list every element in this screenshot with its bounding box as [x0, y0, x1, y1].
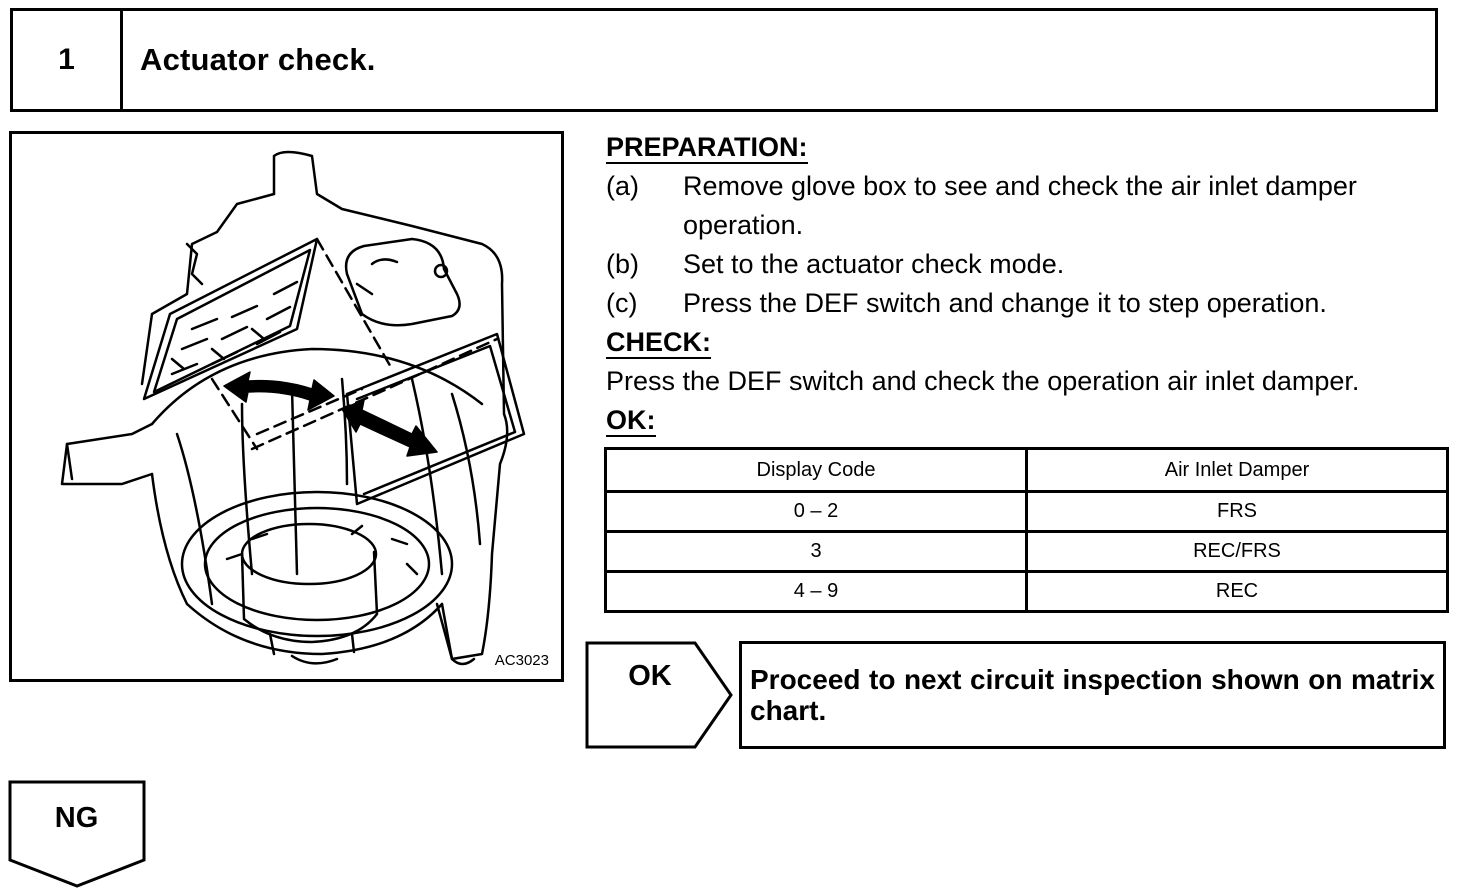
check-heading: CHECK: [606, 327, 711, 357]
ok-result-box [739, 641, 1446, 749]
ng-arrow-icon [8, 780, 148, 890]
table-cell: FRS [1027, 492, 1448, 532]
table-row [606, 572, 1448, 612]
figure-code: AC3023 [494, 652, 549, 669]
ok-label: OK [628, 660, 672, 692]
check-text: Press the DEF switch and check the operation air inlet damper. [606, 366, 1360, 396]
step-number: 1 [13, 11, 123, 109]
step-header [10, 8, 1438, 112]
step-title: Actuator check. [140, 42, 376, 77]
table-cell: REC/FRS [1027, 532, 1448, 572]
ok-result-text: Proceed to next circuit inspection shown on matrix chart. [750, 664, 1435, 726]
prep-item-text: Remove glove box to see and check the air inlet damper [683, 171, 1357, 201]
table-cell: 3 [606, 532, 1027, 572]
prep-item-text: Press the DEF switch and change it to step operation. [683, 288, 1327, 318]
table-row [606, 492, 1448, 532]
ok-heading: OK: [606, 405, 656, 435]
air-inlet-damper-illustration-icon [12, 134, 561, 679]
prep-item-a [606, 167, 1456, 206]
procedure [606, 128, 1456, 440]
prep-item-label: (b) [606, 249, 639, 279]
result-table [604, 447, 1449, 613]
ng-label: NG [54, 802, 99, 834]
prep-item-label: (c) [606, 288, 638, 318]
prep-item-c [606, 284, 1456, 323]
prep-item-label: (a) [606, 171, 639, 201]
table-header-row [606, 449, 1448, 492]
table-cell: 0 – 2 [606, 492, 1027, 532]
preparation-heading: PREPARATION: [606, 132, 808, 162]
table-row [606, 532, 1448, 572]
column-header: Display Code [606, 449, 1027, 492]
prep-item-text: operation. [683, 210, 804, 240]
table-cell: 4 – 9 [606, 572, 1027, 612]
illustration-frame [9, 131, 564, 682]
table-cell: REC [1027, 572, 1448, 612]
column-header: Air Inlet Damper [1027, 449, 1448, 492]
prep-item-text: Set to the actuator check mode. [683, 249, 1065, 279]
ok-arrow-icon [585, 641, 735, 751]
prep-item-b [606, 245, 1456, 284]
